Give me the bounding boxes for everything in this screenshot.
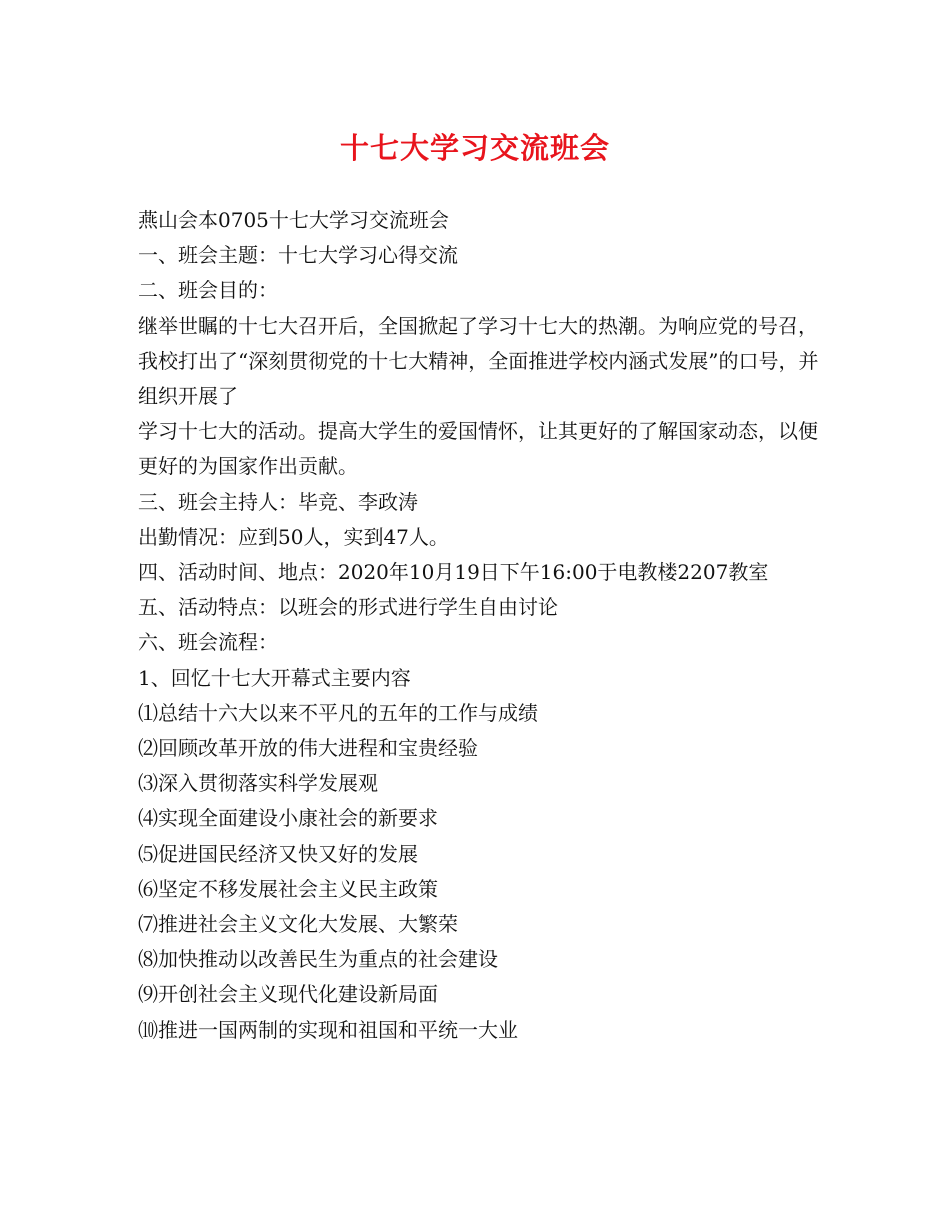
list-item: ⑶深入贯彻落实科学发展观 xyxy=(138,771,378,796)
list-item: ⑺推进社会主义文化大发展、大繁荣 xyxy=(138,912,458,937)
list-item: ⑷实现全面建设小康社会的新要求 xyxy=(138,806,438,831)
paragraph-attendance: 出勤情况：应到50人，实到47人。 xyxy=(138,524,449,549)
paragraph-hosts: 三、班会主持人：毕竞、李政涛 xyxy=(138,489,418,514)
list-heading-review: 1、回忆十七大开幕式主要内容 xyxy=(138,665,411,690)
paragraph-time-place: 四、活动时间、地点：2020年10月19日下午16:00于电教楼2207教室 xyxy=(138,560,769,585)
list-item: ⑹坚定不移发展社会主义民主政策 xyxy=(138,876,438,901)
list-item: ⑵回顾改革开放的伟大进程和宝贵经验 xyxy=(138,736,478,761)
paragraph-process-heading: 六、班会流程： xyxy=(138,630,278,655)
document-body xyxy=(138,203,828,1048)
paragraph-features: 五、活动特点：以班会的形式进行学生自由讨论 xyxy=(138,595,558,620)
paragraph-theme: 一、班会主题：十七大学习心得交流 xyxy=(138,243,458,268)
list-item: ⑴总结十六大以来不平凡的五年的工作与成绩 xyxy=(138,700,538,725)
list-item: ⑸促进国民经济又快又好的发展 xyxy=(138,841,418,866)
document-title: 十七大学习交流班会 xyxy=(339,131,610,165)
paragraph-class-info: 燕山会本0705十七大学习交流班会 xyxy=(138,208,449,232)
list-item: ⑼开创社会主义现代化建设新局面 xyxy=(138,982,438,1007)
list-item: ⑻加快推动以改善民生为重点的社会建设 xyxy=(138,947,498,972)
list-item: ⑽推进一国两制的实现和祖国和平统一大业 xyxy=(138,1017,518,1042)
paragraph-purpose-body-1: 继举世瞩的十七大召开后，全国掀起了学习十七大的热潮。为响应党的号召，我校打出了“深刻贯彻党的十七大精神，全面推进学校内涵式发展”的口号，并组织开展了 xyxy=(138,313,819,409)
paragraph-purpose-heading: 二、班会目的： xyxy=(138,278,278,303)
paragraph-purpose-body-2: 学习十七大的活动。提高大学生的爱国情怀，让其更好的了解国家动态，以便更好的为国家作出贡献。 xyxy=(138,419,818,479)
